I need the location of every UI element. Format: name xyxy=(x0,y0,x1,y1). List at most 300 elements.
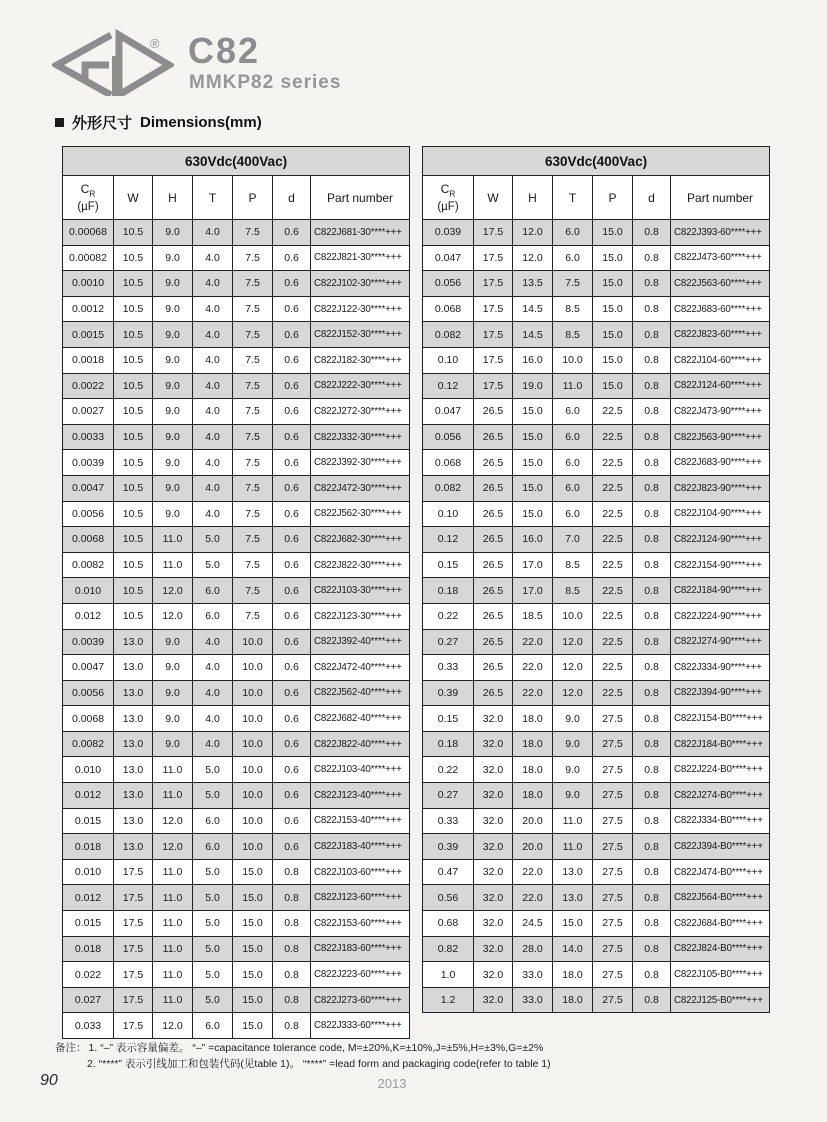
cell-value: 0.0033 xyxy=(63,424,114,450)
cell-value: 0.012 xyxy=(63,603,114,629)
cell-value: 12.0 xyxy=(153,808,193,834)
cell-value: 0.0039 xyxy=(63,450,114,476)
cell-part-number: C822J224-90****+++ xyxy=(671,603,770,629)
cell-value: 11.0 xyxy=(153,552,193,578)
cell-part-number: C822J821-30****+++ xyxy=(311,245,410,271)
cell-value: 0.8 xyxy=(633,296,671,322)
cell-value: 17.5 xyxy=(114,911,153,937)
cell-value: 26.5 xyxy=(474,475,513,501)
cell-value: 6.0 xyxy=(553,220,593,246)
cell-value: 4.0 xyxy=(193,220,233,246)
cell-value: 32.0 xyxy=(474,962,513,988)
column-header: H xyxy=(153,176,193,220)
cell-value: 0.015 xyxy=(63,808,114,834)
cell-value: 0.8 xyxy=(633,731,671,757)
cell-value: 0.018 xyxy=(63,936,114,962)
cell-value: 26.5 xyxy=(474,629,513,655)
cell-value: 22.0 xyxy=(513,859,553,885)
cell-value: 0.8 xyxy=(633,527,671,553)
table-row xyxy=(63,911,410,937)
cell-part-number: C822J682-40****+++ xyxy=(311,706,410,732)
cell-value: 0.00082 xyxy=(63,245,114,271)
cell-value: 0.8 xyxy=(633,757,671,783)
cell-value: 27.5 xyxy=(593,808,633,834)
cell-part-number: C822J274-B0****+++ xyxy=(671,783,770,809)
cell-part-number: C822J154-B0****+++ xyxy=(671,706,770,732)
cell-value: 15.0 xyxy=(593,373,633,399)
cell-value: 32.0 xyxy=(474,859,513,885)
cell-value: 0.8 xyxy=(633,655,671,681)
cell-value: 13.5 xyxy=(513,271,553,297)
cell-value: 0.047 xyxy=(423,399,474,425)
cell-value: 0.39 xyxy=(423,834,474,860)
cell-part-number: C822J153-60****+++ xyxy=(311,911,410,937)
table-row xyxy=(423,245,770,271)
cell-value: 10.5 xyxy=(114,399,153,425)
cell-value: 12.0 xyxy=(553,655,593,681)
table-row xyxy=(423,936,770,962)
cell-value: 4.0 xyxy=(193,450,233,476)
cell-value: 0.0022 xyxy=(63,373,114,399)
cell-value: 26.5 xyxy=(474,501,513,527)
cell-value: 0.0015 xyxy=(63,322,114,348)
cell-value: 6.0 xyxy=(553,245,593,271)
page-number: 90 xyxy=(40,1072,58,1089)
cell-value: 27.5 xyxy=(593,757,633,783)
cell-value: 0.8 xyxy=(633,322,671,348)
cell-part-number: C822J182-30****+++ xyxy=(311,347,410,373)
table-row xyxy=(423,475,770,501)
cell-value: 0.0068 xyxy=(63,706,114,732)
dimensions-table xyxy=(422,146,770,1013)
cell-value: 5.0 xyxy=(193,911,233,937)
cell-value: 5.0 xyxy=(193,885,233,911)
column-header: T xyxy=(553,176,593,220)
cell-value: 32.0 xyxy=(474,706,513,732)
cell-value: 17.5 xyxy=(474,271,513,297)
cell-value: 13.0 xyxy=(114,706,153,732)
cell-value: 4.0 xyxy=(193,399,233,425)
cell-value: 6.0 xyxy=(193,834,233,860)
table-row xyxy=(63,603,410,629)
cell-value: 9.0 xyxy=(153,347,193,373)
gd-brand-logo xyxy=(52,28,182,98)
cell-value: 19.0 xyxy=(513,373,553,399)
cell-value: 0.6 xyxy=(273,424,311,450)
table-row xyxy=(63,399,410,425)
cell-value: 0.6 xyxy=(273,322,311,348)
cell-value: 0.8 xyxy=(633,271,671,297)
column-header-row xyxy=(63,176,410,220)
cell-value: 32.0 xyxy=(474,911,513,937)
cell-value: 12.0 xyxy=(513,220,553,246)
cell-value: 0.8 xyxy=(633,552,671,578)
cell-value: 27.5 xyxy=(593,834,633,860)
cell-value: 0.8 xyxy=(633,808,671,834)
cell-value: 0.0082 xyxy=(63,731,114,757)
table-row xyxy=(63,629,410,655)
cell-value: 0.8 xyxy=(633,501,671,527)
dimensions-table-right xyxy=(422,146,769,1013)
cell-value: 18.0 xyxy=(513,757,553,783)
cell-value: 0.6 xyxy=(273,706,311,732)
cell-value: 16.0 xyxy=(513,347,553,373)
cell-value: 22.0 xyxy=(513,655,553,681)
cell-part-number: C822J681-30****+++ xyxy=(311,220,410,246)
column-header: Part number xyxy=(311,176,410,220)
cell-value: 0.8 xyxy=(633,962,671,988)
cell-value: 5.0 xyxy=(193,757,233,783)
cell-value: 20.0 xyxy=(513,834,553,860)
cell-value: 9.0 xyxy=(153,296,193,322)
cell-value: 11.0 xyxy=(153,885,193,911)
table-row xyxy=(63,424,410,450)
cell-part-number: C822J124-90****+++ xyxy=(671,527,770,553)
table-row xyxy=(63,347,410,373)
cell-value: 10.0 xyxy=(553,603,593,629)
voltage-header-row xyxy=(63,147,410,176)
cell-part-number: C822J472-30****+++ xyxy=(311,475,410,501)
cell-value: 0.8 xyxy=(273,936,311,962)
cell-value: 12.0 xyxy=(153,578,193,604)
cell-value: 10.5 xyxy=(114,245,153,271)
table-row xyxy=(423,911,770,937)
cell-value: 0.0082 xyxy=(63,552,114,578)
cell-value: 0.10 xyxy=(423,347,474,373)
cell-value: 7.5 xyxy=(233,578,273,604)
cell-value: 0.010 xyxy=(63,859,114,885)
cell-value: 10.5 xyxy=(114,501,153,527)
cell-value: 10.5 xyxy=(114,424,153,450)
cell-value: 0.068 xyxy=(423,296,474,322)
cell-value: 17.0 xyxy=(513,552,553,578)
cell-part-number: C822J183-60****+++ xyxy=(311,936,410,962)
cell-value: 7.5 xyxy=(233,322,273,348)
cell-value: 32.0 xyxy=(474,783,513,809)
table-row xyxy=(63,578,410,604)
cell-value: 17.5 xyxy=(474,347,513,373)
column-header-capacitance: $C_R$ (µF) xyxy=(423,176,474,220)
cell-value: 11.0 xyxy=(153,859,193,885)
cell-value: 11.0 xyxy=(153,911,193,937)
cell-value: 7.5 xyxy=(233,220,273,246)
cell-value: 0.6 xyxy=(273,245,311,271)
cell-value: 9.0 xyxy=(553,757,593,783)
cell-value: 0.8 xyxy=(633,603,671,629)
cell-value: 27.5 xyxy=(593,911,633,937)
cell-value: 8.5 xyxy=(553,322,593,348)
cell-value: 6.0 xyxy=(553,424,593,450)
table-row xyxy=(423,834,770,860)
cell-value: 18.0 xyxy=(553,962,593,988)
dimensions-table-left xyxy=(62,146,409,1039)
cell-value: 32.0 xyxy=(474,757,513,783)
table-row xyxy=(423,347,770,373)
table-row xyxy=(63,680,410,706)
cell-value: 0.8 xyxy=(633,706,671,732)
cell-value: 22.5 xyxy=(593,527,633,553)
cell-part-number: C822J822-30****+++ xyxy=(311,552,410,578)
cell-value: 27.5 xyxy=(593,706,633,732)
cell-value: 0.033 xyxy=(63,1013,114,1039)
cell-value: 0.8 xyxy=(633,347,671,373)
cell-value: 10.5 xyxy=(114,603,153,629)
cell-value: 9.0 xyxy=(153,475,193,501)
cell-part-number: C822J824-B0****+++ xyxy=(671,936,770,962)
cell-value: 7.5 xyxy=(233,603,273,629)
cell-value: 12.0 xyxy=(513,245,553,271)
cell-value: 10.5 xyxy=(114,552,153,578)
cell-value: 22.5 xyxy=(593,475,633,501)
cell-value: 7.5 xyxy=(233,450,273,476)
cell-value: 0.15 xyxy=(423,552,474,578)
cell-value: 0.18 xyxy=(423,578,474,604)
cell-value: 0.6 xyxy=(273,271,311,297)
cell-value: 8.5 xyxy=(553,296,593,322)
cell-part-number: C822J123-60****+++ xyxy=(311,885,410,911)
cell-value: 7.5 xyxy=(233,373,273,399)
cell-value: 22.5 xyxy=(593,629,633,655)
cell-value: 12.0 xyxy=(553,680,593,706)
cell-value: 26.5 xyxy=(474,603,513,629)
cell-value: 7.5 xyxy=(233,271,273,297)
table-row xyxy=(63,552,410,578)
cell-value: 0.082 xyxy=(423,475,474,501)
table-row xyxy=(63,987,410,1013)
cell-part-number: C822J474-B0****+++ xyxy=(671,859,770,885)
cell-value: 4.0 xyxy=(193,706,233,732)
cell-value: 10.0 xyxy=(233,680,273,706)
cell-part-number: C822J154-90****+++ xyxy=(671,552,770,578)
cell-value: 12.0 xyxy=(153,1013,193,1039)
cell-value: 0.0012 xyxy=(63,296,114,322)
cell-value: 0.6 xyxy=(273,501,311,527)
cell-part-number: C822J823-90****+++ xyxy=(671,475,770,501)
table-row xyxy=(423,962,770,988)
cell-value: 0.010 xyxy=(63,757,114,783)
cell-value: 26.5 xyxy=(474,655,513,681)
cell-value: 10.5 xyxy=(114,347,153,373)
cell-value: 6.0 xyxy=(553,399,593,425)
table-row xyxy=(423,731,770,757)
table-row xyxy=(63,783,410,809)
cell-value: 33.0 xyxy=(513,987,553,1013)
cell-value: 0.10 xyxy=(423,501,474,527)
table-row xyxy=(63,322,410,348)
cell-value: 0.6 xyxy=(273,757,311,783)
cell-part-number: C822J823-60****+++ xyxy=(671,322,770,348)
cell-value: 0.8 xyxy=(633,450,671,476)
cell-value: 0.00068 xyxy=(63,220,114,246)
cell-value: 13.0 xyxy=(553,859,593,885)
table-row xyxy=(423,859,770,885)
table-row xyxy=(423,987,770,1013)
cell-value: 26.5 xyxy=(474,578,513,604)
cell-value: 15.0 xyxy=(593,322,633,348)
cell-value: 22.5 xyxy=(593,450,633,476)
cell-value: 6.0 xyxy=(193,603,233,629)
cell-value: 0.6 xyxy=(273,220,311,246)
cell-value: 22.0 xyxy=(513,885,553,911)
cell-value: 10.0 xyxy=(233,834,273,860)
cell-value: 27.5 xyxy=(593,859,633,885)
cell-value: 7.5 xyxy=(233,552,273,578)
cell-value: 0.56 xyxy=(423,885,474,911)
cell-value: 26.5 xyxy=(474,399,513,425)
cell-value: 11.0 xyxy=(153,962,193,988)
cell-part-number: C822J272-30****+++ xyxy=(311,399,410,425)
series-subtitle: MMKP82 series xyxy=(189,72,342,93)
cell-value: 15.0 xyxy=(513,424,553,450)
cell-part-number: C822J334-90****+++ xyxy=(671,655,770,681)
cell-part-number: C822J273-60****+++ xyxy=(311,987,410,1013)
cell-value: 12.0 xyxy=(153,603,193,629)
cell-value: 7.5 xyxy=(553,271,593,297)
cell-value: 22.0 xyxy=(513,629,553,655)
cell-part-number: C822J473-90****+++ xyxy=(671,399,770,425)
cell-value: 17.5 xyxy=(474,322,513,348)
cell-value: 0.33 xyxy=(423,655,474,681)
cell-part-number: C822J222-30****+++ xyxy=(311,373,410,399)
column-header: d xyxy=(273,176,311,220)
cell-value: 9.0 xyxy=(553,783,593,809)
table-row xyxy=(423,527,770,553)
note-item-1: 1. “–” 表示容量偏差。 “–” =capacitance tolerance code, M=±20%,K=±10%,J=±5%,H=±3%,G=±2% xyxy=(88,1042,544,1054)
cell-value: 0.6 xyxy=(273,578,311,604)
cell-value: 0.015 xyxy=(63,911,114,937)
cell-value: 0.68 xyxy=(423,911,474,937)
cell-value: 22.5 xyxy=(593,655,633,681)
cell-value: 10.5 xyxy=(114,475,153,501)
cell-value: 26.5 xyxy=(474,552,513,578)
cell-value: 9.0 xyxy=(153,501,193,527)
cell-value: 8.5 xyxy=(553,552,593,578)
table-row xyxy=(423,373,770,399)
cell-part-number: C822J274-90****+++ xyxy=(671,629,770,655)
cell-value: 26.5 xyxy=(474,450,513,476)
cell-value: 22.5 xyxy=(593,680,633,706)
cell-value: 32.0 xyxy=(474,987,513,1013)
table-row xyxy=(63,475,410,501)
table-row xyxy=(63,245,410,271)
table-row xyxy=(63,962,410,988)
cell-value: 13.0 xyxy=(114,731,153,757)
cell-value: 0.8 xyxy=(633,245,671,271)
table-row xyxy=(63,808,410,834)
cell-value: 0.8 xyxy=(633,220,671,246)
cell-value: 0.6 xyxy=(273,347,311,373)
cell-value: 10.0 xyxy=(233,629,273,655)
cell-value: 9.0 xyxy=(153,271,193,297)
cell-value: 27.5 xyxy=(593,783,633,809)
cell-value: 9.0 xyxy=(153,322,193,348)
table-row xyxy=(423,424,770,450)
table-row xyxy=(63,527,410,553)
registered-trademark-icon: ® xyxy=(150,36,160,51)
cell-part-number: C822J103-30****+++ xyxy=(311,578,410,604)
table-row xyxy=(423,578,770,604)
cell-part-number: C822J184-90****+++ xyxy=(671,578,770,604)
table-row xyxy=(423,885,770,911)
cell-value: 4.0 xyxy=(193,271,233,297)
column-header: Part number xyxy=(671,176,770,220)
cell-value: 13.0 xyxy=(114,680,153,706)
table-row xyxy=(423,296,770,322)
cell-value: 0.8 xyxy=(273,885,311,911)
cell-value: 4.0 xyxy=(193,373,233,399)
cell-value: 12.0 xyxy=(153,834,193,860)
cell-value: 14.5 xyxy=(513,296,553,322)
cell-value: 0.8 xyxy=(273,962,311,988)
cell-value: 14.0 xyxy=(553,936,593,962)
cell-value: 5.0 xyxy=(193,936,233,962)
table-row xyxy=(63,373,410,399)
cell-part-number: C822J223-60****+++ xyxy=(311,962,410,988)
column-header: H xyxy=(513,176,553,220)
cell-value: 0.0047 xyxy=(63,655,114,681)
footnotes xyxy=(55,1041,551,1073)
cell-value: 32.0 xyxy=(474,885,513,911)
cell-value: 0.6 xyxy=(273,629,311,655)
table-row xyxy=(63,296,410,322)
cell-value: 0.012 xyxy=(63,783,114,809)
cell-value: 11.0 xyxy=(153,757,193,783)
cell-value: 5.0 xyxy=(193,552,233,578)
cell-value: 10.5 xyxy=(114,220,153,246)
cell-value: 7.5 xyxy=(233,245,273,271)
cell-part-number: C822J122-30****+++ xyxy=(311,296,410,322)
cell-part-number: C822J393-60****+++ xyxy=(671,220,770,246)
cell-value: 10.5 xyxy=(114,322,153,348)
cell-value: 0.018 xyxy=(63,834,114,860)
footer-year: 2013 xyxy=(377,1076,407,1091)
product-title: C82 xyxy=(188,30,261,71)
cell-value: 10.0 xyxy=(233,706,273,732)
cell-part-number: C822J123-40****+++ xyxy=(311,783,410,809)
table-row xyxy=(63,655,410,681)
cell-value: 10.0 xyxy=(233,655,273,681)
cell-part-number: C822J184-B0****+++ xyxy=(671,731,770,757)
cell-value: 15.0 xyxy=(513,399,553,425)
cell-value: 0.8 xyxy=(633,936,671,962)
table-row xyxy=(63,731,410,757)
table-row xyxy=(423,322,770,348)
cell-value: 0.8 xyxy=(273,911,311,937)
cell-value: 24.5 xyxy=(513,911,553,937)
cell-value: 22.5 xyxy=(593,399,633,425)
table-row xyxy=(423,783,770,809)
cell-value: 11.0 xyxy=(553,808,593,834)
table-row xyxy=(423,552,770,578)
cell-part-number: C822J564-B0****+++ xyxy=(671,885,770,911)
cell-value: 7.5 xyxy=(233,399,273,425)
table-row xyxy=(63,1013,410,1039)
cell-value: 13.0 xyxy=(114,757,153,783)
cell-value: 12.0 xyxy=(553,629,593,655)
cell-value: 0.8 xyxy=(633,911,671,937)
cell-value: 9.0 xyxy=(153,399,193,425)
cell-value: 18.0 xyxy=(553,987,593,1013)
table-row xyxy=(423,629,770,655)
cell-value: 11.0 xyxy=(153,987,193,1013)
cell-part-number: C822J104-90****+++ xyxy=(671,501,770,527)
cell-value: 9.0 xyxy=(153,680,193,706)
cell-value: 0.056 xyxy=(423,271,474,297)
cell-value: 4.0 xyxy=(193,680,233,706)
dimensions-table xyxy=(62,146,410,1039)
cell-value: 4.0 xyxy=(193,296,233,322)
column-header: P xyxy=(593,176,633,220)
